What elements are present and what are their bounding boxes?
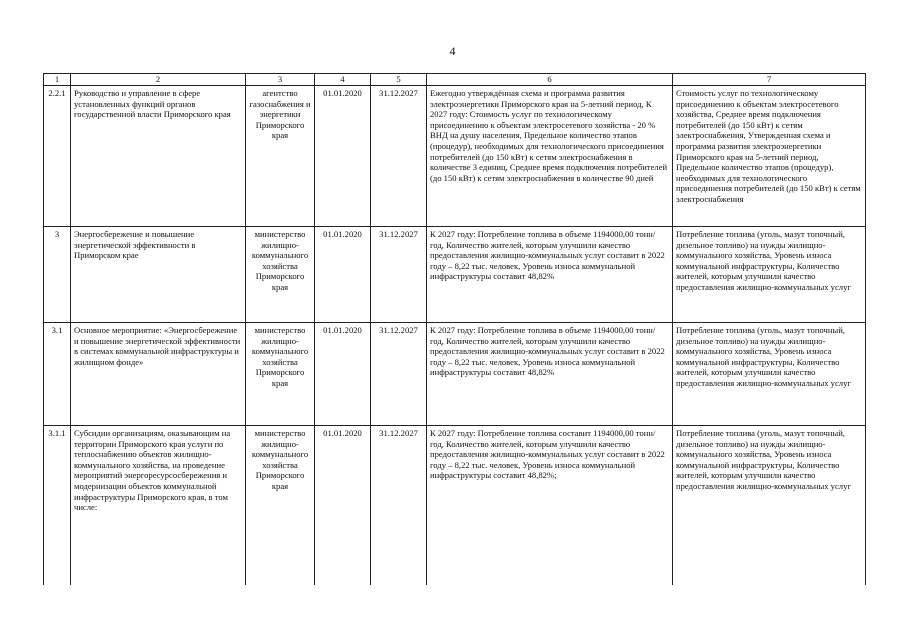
header-cell: 1 (44, 74, 71, 86)
start-date: 01.01.2020 (315, 86, 371, 227)
table-row (44, 426, 866, 586)
indicators: Потребление топлива (уголь, мазут топочный, дизельное топливо) на нужды жилищно-коммунального хозяйства, Уровень износа коммунальной инфраструктуры, Количество жителей, которым улучшили качество предоставления жилищно-коммунальных услуг (673, 323, 866, 426)
row-number: 3.1 (44, 323, 71, 426)
header-cell: 5 (371, 74, 427, 86)
measure-name: Руководство и управление в сфере установленных функций органов государственной власти Приморского края (71, 86, 246, 227)
header-cell: 6 (427, 74, 673, 86)
header-row (44, 74, 866, 86)
measure-name: Основное мероприятие: «Энергосбережение и повышение энергетической эффективности в системах коммунальной инфраструктуры и жилищном фонде» (71, 323, 246, 426)
start-date: 01.01.2020 (315, 426, 371, 586)
program-table (43, 73, 866, 585)
row-number: 2.2.1 (44, 86, 71, 227)
executor: агентство газоснабжения и энергетики Приморского края (246, 86, 315, 227)
indicators: Потребление топлива (уголь, мазут топочный, дизельное топливо) на нужды жилищно-коммунального хозяйства, Уровень износа коммунальной инфраструктуры, Количество жителей, которым улучшили качество предоставления жилищно-коммунальных услуг (673, 227, 866, 323)
table-row (44, 323, 866, 426)
expected-result: Ежегодно утверждённая схема и программа развития электроэнергетики Приморского края на 5-летний период, К 2027 году: Стоимость услуг по технологическому присоединению к объектам электросетевого хозяйства - 20 % ВНД на душу населения, Предельное количество этапов (процедур), необходимых для технологического присоединения потребителей (до 150 кВт) к сетям электроснабжения в количестве 3 единиц, Среднее время подключения потребителей (до 150 кВт) к сетям электроснабжения в количестве 90 дней (427, 86, 673, 227)
indicators: Стоимость услуг по технологическому присоединению к объектам электросетевого хозяйства, Среднее время подключения потребителей (до 150 кВт) к сетям электроснабжения, Утвержденная схема и программа развития электроэнергетики Приморского края на 5-летний период, Предельное количество этапов (процедур), необходимых для технологического присоединения потребителей (до 150 кВт) к сетям электроснабжения (673, 86, 866, 227)
measure-name: Субсидии организациям, оказывающим на территории Приморского края услуги по теплоснабжению объектов жилищно-коммунального хозяйства, на проведение мероприятий энергоресурсосбережения и модернизации объектов коммунальной инфраструктуры Приморского края, в том числе: (71, 426, 246, 586)
expected-result: К 2027 году: Потребление топлива в объеме 1194000,00 тонн/год, Количество жителей, которым улучшили качество предоставления жилищно-коммунальных услуг составит в 2022 году – 8,22 тыс. человек, Уровень износа коммунальной инфраструктуры составит 48,82% (427, 323, 673, 426)
expected-result: К 2027 году: Потребление топлива составит 1194000,00 тонн/год, Количество жителей, которым улучшили качество предоставления жилищно-коммунальных услуг составит в 2022 году – 8,22 тыс. человек, Уровень износа коммунальной инфраструктуры составит 48,82%; (427, 426, 673, 586)
indicators: Потребление топлива (уголь, мазут топочный, дизельное топливо) на нужды жилищно-коммунального хозяйства, Уровень износа коммунальной инфраструктуры, Количество жителей, которым улучшили качество предоставления жилищно-коммунальных услуг (673, 426, 866, 586)
executor: министерство жилищно-коммунального хозяйства Приморского края (246, 323, 315, 426)
start-date: 01.01.2020 (315, 227, 371, 323)
table-row (44, 227, 866, 323)
row-number: 3.1.1 (44, 426, 71, 586)
header-cell: 7 (673, 74, 866, 86)
page-number: 4 (449, 44, 456, 58)
header-cell: 3 (246, 74, 315, 86)
measure-name: Энергосбережение и повышение энергетической эффективности в Приморском крае (71, 227, 246, 323)
executor: министерство жилищно-коммунального хозяйства Приморского края (246, 426, 315, 586)
end-date: 31.12.2027 (371, 426, 427, 586)
row-number: 3 (44, 227, 71, 323)
executor: министерство жилищно-коммунального хозяйства Приморского края (246, 227, 315, 323)
table-row (44, 86, 866, 227)
end-date: 31.12.2027 (371, 323, 427, 426)
end-date: 31.12.2027 (371, 227, 427, 323)
header-cell: 2 (71, 74, 246, 86)
end-date: 31.12.2027 (371, 86, 427, 227)
expected-result: К 2027 году: Потребление топлива в объеме 1194000,00 тонн/год, Количество жителей, которым улучшили качество предоставления жилищно-коммунальных услуг составит в 2022 году – 8,22 тыс. человек, Уровень износа коммунальной инфраструктуры составит 48,82% (427, 227, 673, 323)
header-cell: 4 (315, 74, 371, 86)
start-date: 01.01.2020 (315, 323, 371, 426)
